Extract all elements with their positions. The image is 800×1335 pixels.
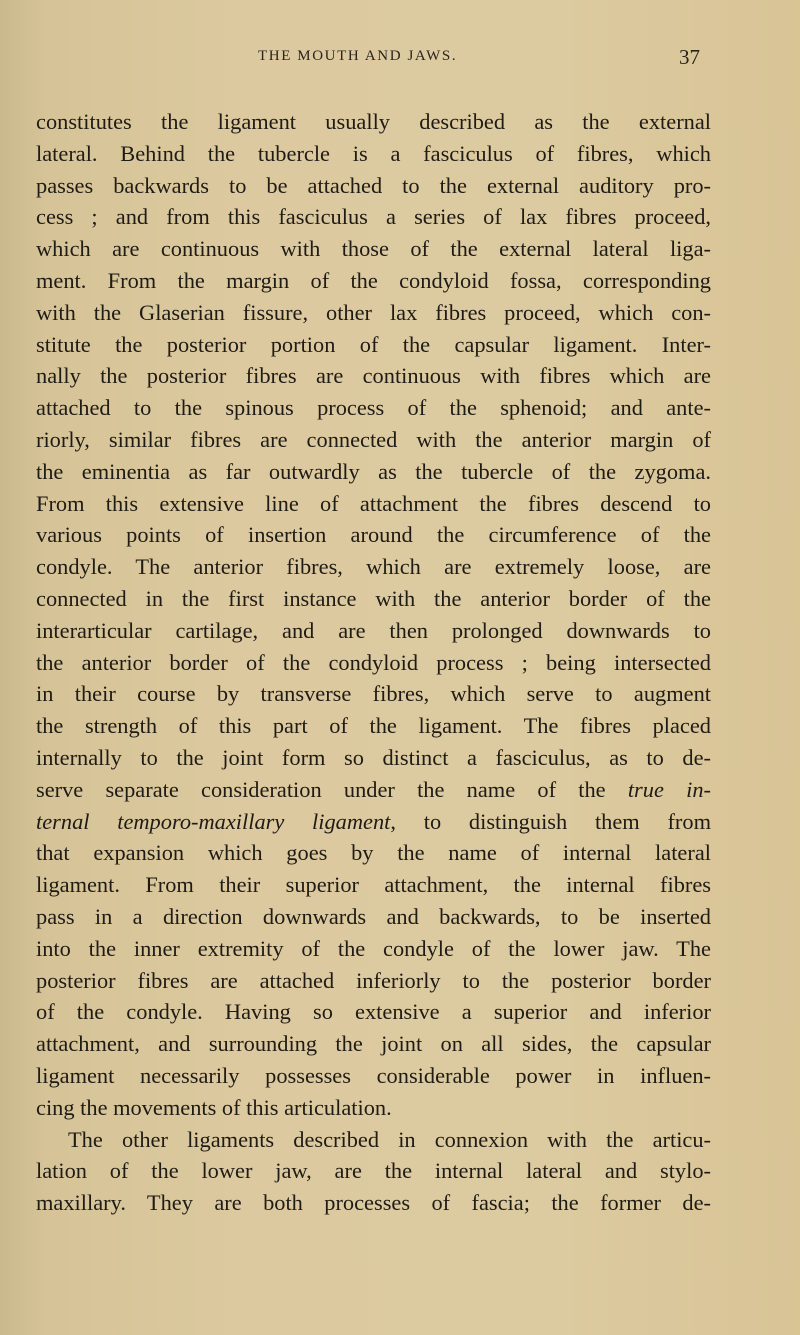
body-text [36, 106, 711, 1219]
text-line: ligament. From their superior attachment, the internal fibres [36, 872, 711, 898]
text-line: the eminentia as far outwardly as the tubercle of the zygoma. [36, 458, 711, 484]
italic-term: true in- [627, 776, 711, 802]
text-line: ment. From the margin of the condyloid fossa, corresponding [36, 267, 711, 293]
text-line: cing the movements of this articulation. [36, 1094, 392, 1120]
text-run: , to distinguish them from [390, 808, 711, 834]
text-line: interarticular cartilage, and are then prolonged downwards to [36, 617, 711, 643]
text-line: various points of insertion around the circumference of the [36, 522, 711, 548]
text-line: pass in a direction downwards and backwards, to be inserted [36, 903, 711, 929]
text-line: which are continuous with those of the external lateral liga- [36, 236, 711, 262]
text-line: attachment, and surrounding the joint on all sides, the capsular [36, 1031, 711, 1057]
text-line: with the Glaserian fissure, other lax fibres proceed, which con- [36, 299, 711, 325]
text-line: the strength of this part of the ligament. The fibres placed [36, 713, 711, 739]
text-line: constitutes the ligament usually described as the external [36, 109, 711, 134]
paragraph-2 [36, 1124, 711, 1219]
text-line: the anterior border of the condyloid process ; being intersected [36, 649, 711, 675]
text-line: ligament necessarily possesses considerable power in influen- [36, 1062, 711, 1088]
text-line: maxillary. They are both processes of fascia; the former de- [36, 1190, 711, 1216]
text-line: attached to the spinous process of the sphenoid; and ante- [36, 395, 711, 421]
text-line: condyle. The anterior fibres, which are extremely loose, are [36, 554, 711, 580]
running-head [258, 45, 714, 78]
text-line: posterior fibres are attached inferiorly to the posterior border [36, 967, 711, 993]
running-title: THE MOUTH AND JAWS. [258, 48, 458, 64]
italic-term: ternal temporo-maxillary ligament [36, 808, 391, 834]
text-line: in their course by transverse fibres, which serve to augment [36, 681, 711, 707]
text-run: serve separate consideration under the name of the [36, 776, 628, 802]
text-line: that expansion which goes by the name of internal lateral [36, 840, 711, 866]
text-line: nally the posterior fibres are continuous with fibres which are [36, 363, 711, 389]
text-line: stitute the posterior portion of the capsular ligament. Inter- [36, 331, 711, 357]
text-line: of the condyle. Having so extensive a superior and inferior [36, 999, 711, 1025]
text-line-mixed [36, 774, 711, 806]
text-line: The other ligaments described in connexion with the articu- [68, 1126, 711, 1152]
text-line: lation of the lower jaw, are the internal lateral and stylo- [36, 1158, 711, 1184]
text-line: riorly, similar fibres are connected with the anterior margin of [36, 426, 711, 452]
text-line: cess ; and from this fasciculus a series of lax fibres proceed, [36, 204, 711, 230]
text-line-mixed [36, 806, 711, 838]
paragraph-1 [36, 106, 711, 1124]
text-line: lateral. Behind the tubercle is a fasciculus of fibres, which [36, 140, 711, 166]
text-line: From this extensive line of attachment the fibres descend to [36, 490, 711, 516]
text-line: passes backwards to be attached to the external auditory pro- [36, 172, 711, 198]
text-line: into the inner extremity of the condyle of the lower jaw. The [36, 935, 711, 961]
page-number: 37 [679, 45, 700, 69]
text-line: connected in the first instance with the anterior border of the [36, 585, 711, 611]
text-line: internally to the joint form so distinct a fasciculus, as to de- [36, 744, 711, 770]
